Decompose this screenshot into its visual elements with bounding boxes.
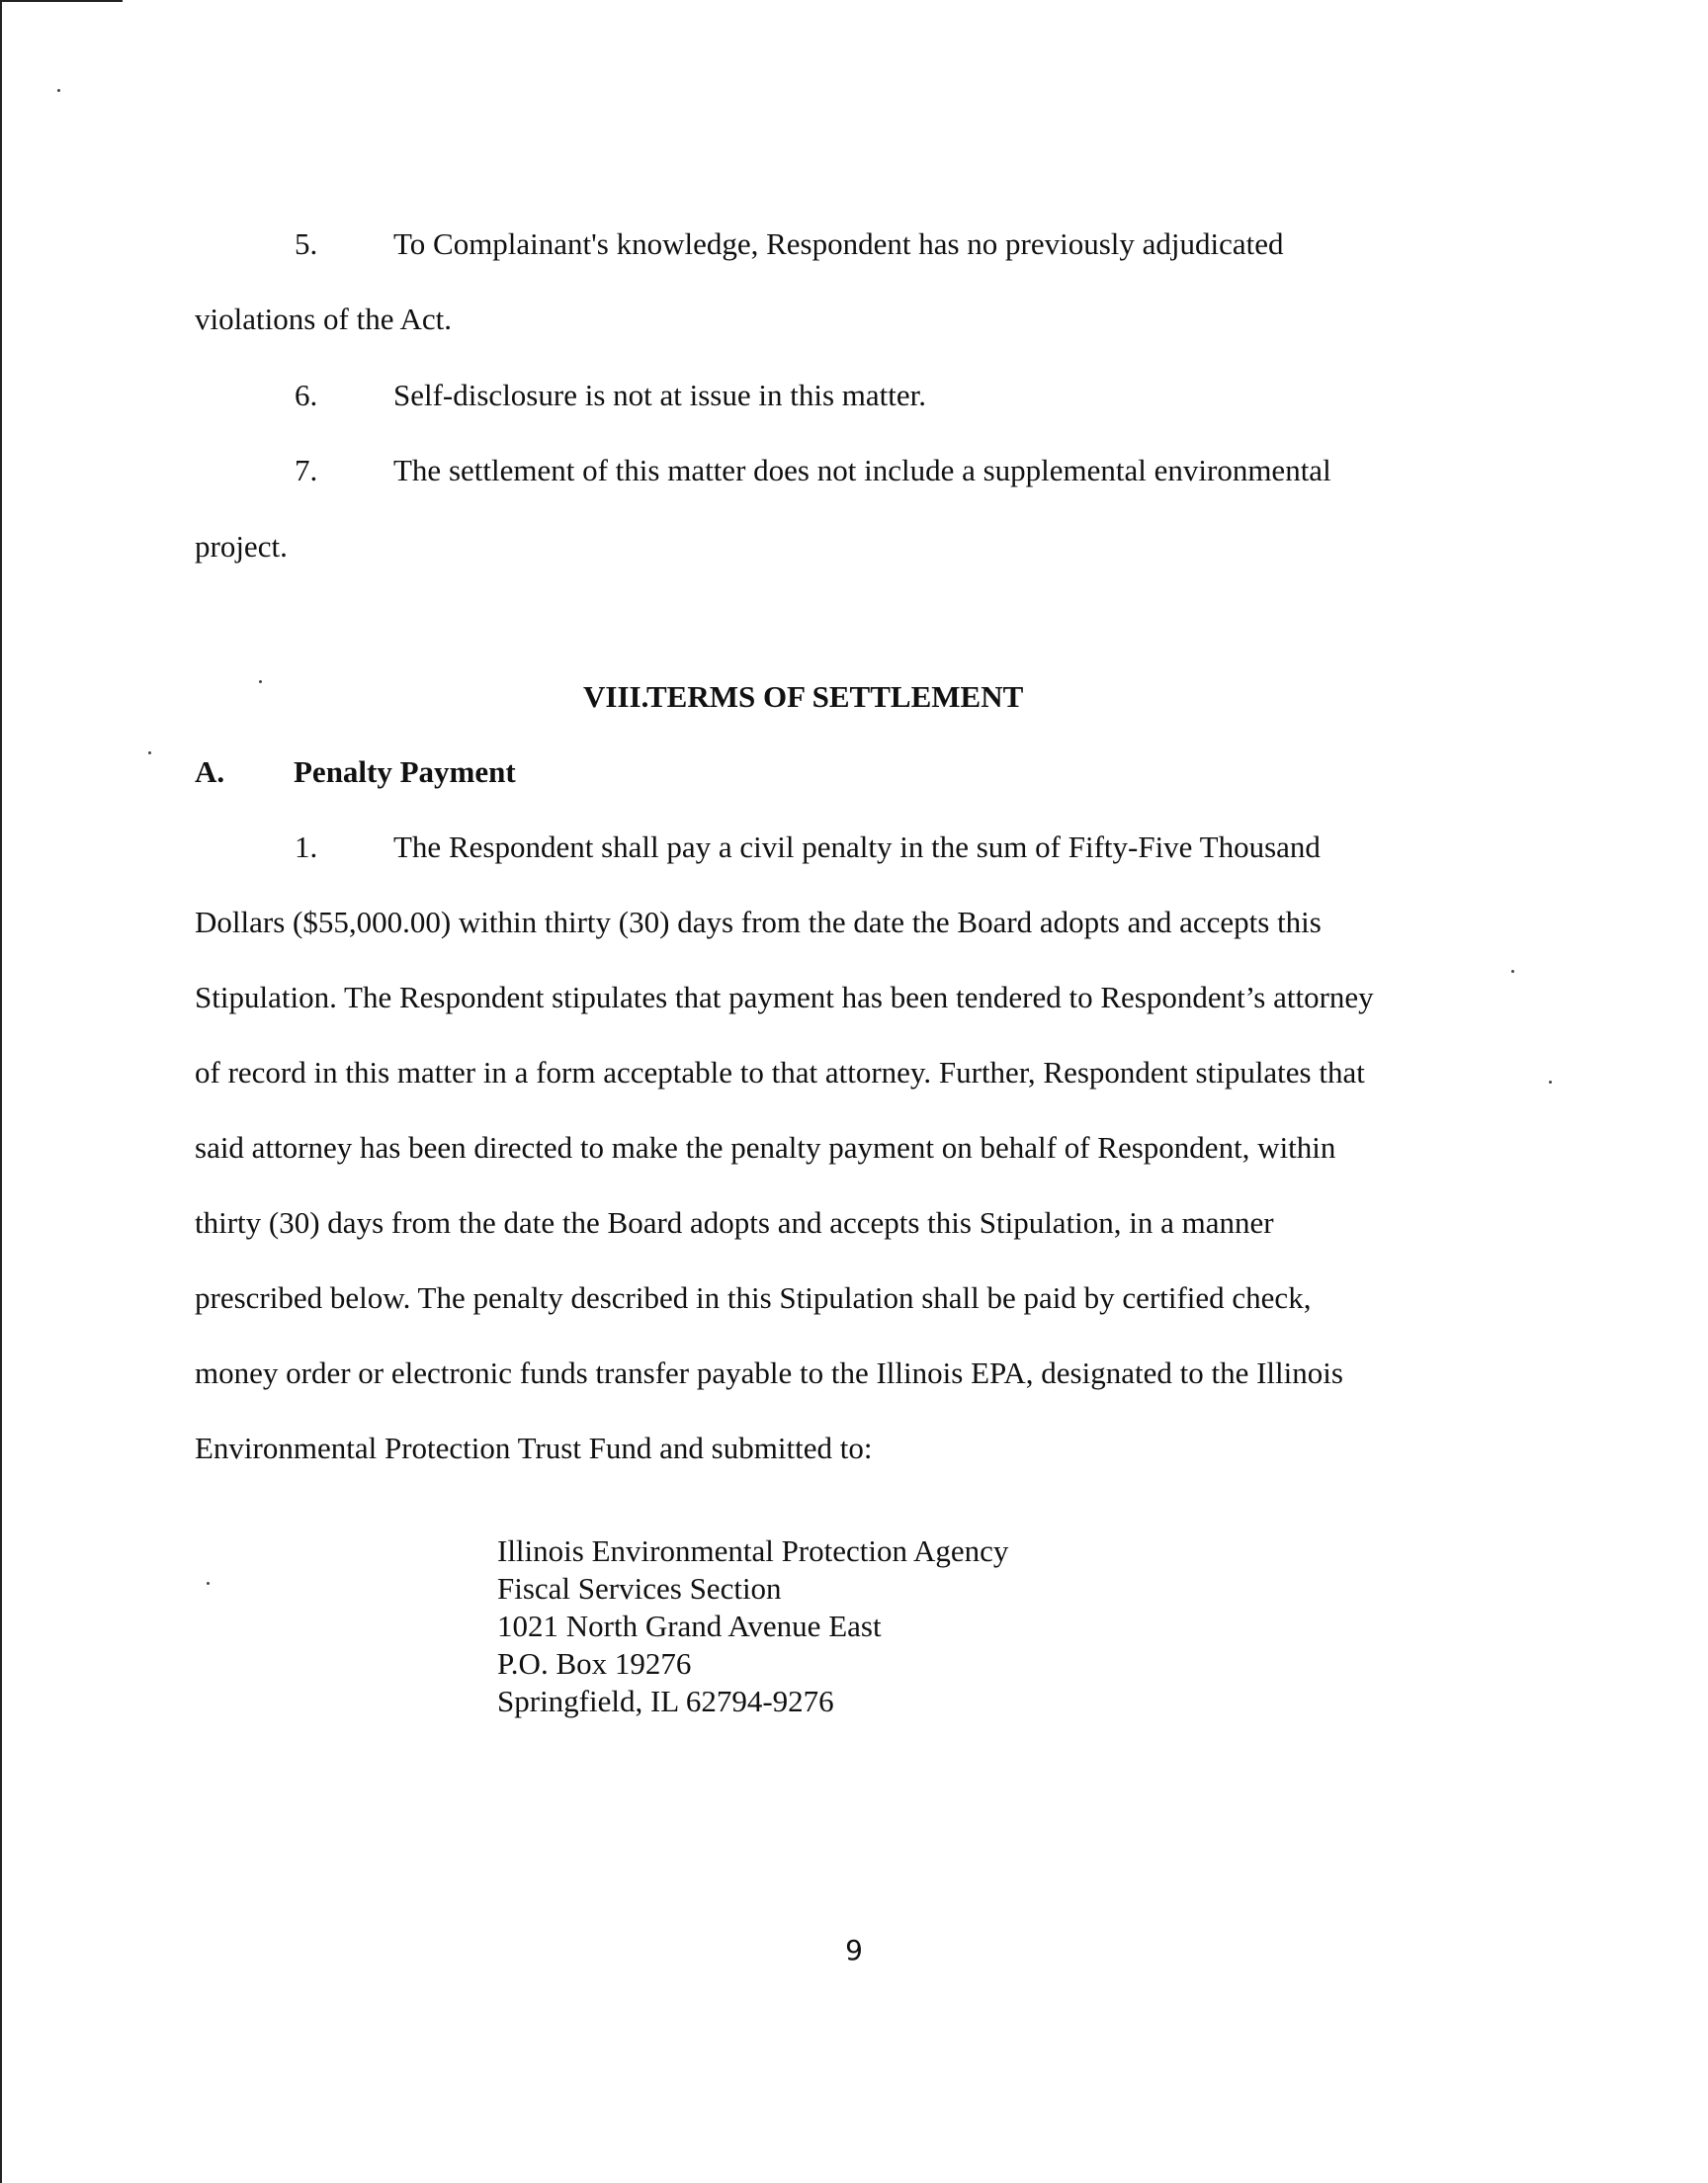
paragraph-1-line: said attorney has been directed to make the penalty payment on behalf of Respondent, within: [195, 1130, 1336, 1165]
scan-speck: [148, 751, 151, 754]
item-6-text-line1: Self-disclosure is not at issue in this matter.: [393, 378, 926, 412]
scan-speck: [207, 1582, 210, 1585]
scan-speck: [1511, 970, 1514, 973]
address-line: Springfield, IL 62794-9276: [497, 1684, 834, 1718]
paragraph-1-line: money order or electronic funds transfer payable to the Illinois EPA, designated to the Illinois: [195, 1355, 1343, 1390]
page-border-top: [0, 0, 123, 2]
item-5-text-line2: violations of the Act.: [195, 302, 453, 336]
scan-speck: [1549, 1081, 1552, 1084]
paragraph-1-line: Stipulation. The Respondent stipulates that payment has been tendered to Respondent’s attorney: [195, 980, 1374, 1014]
subsection-title: Penalty Payment: [294, 754, 516, 789]
address-line: Fiscal Services Section: [497, 1571, 782, 1606]
paragraph-1-line: prescribed below. The penalty described in this Stipulation shall be paid by certified check,: [195, 1280, 1312, 1315]
item-6-number: 6.: [295, 378, 318, 412]
subsection-letter: A.: [195, 754, 225, 789]
page-number: 9: [845, 1934, 863, 1966]
paragraph-1-line: thirty (30) days from the date the Board adopts and accepts this Stipulation, in a manner: [195, 1205, 1274, 1240]
paragraph-1-line: Dollars ($55,000.00) within thirty (30) days from the date the Board adopts and accepts this: [195, 905, 1322, 939]
item-5-number: 5.: [295, 226, 318, 261]
scan-speck: [259, 680, 262, 683]
item-7-text-line2: project.: [195, 529, 288, 564]
paragraph-1-line: of record in this matter in a form acceptable to that attorney. Further, Respondent stipulates that: [195, 1055, 1365, 1090]
section-number: VIII.: [583, 679, 649, 714]
scan-speck: [57, 89, 60, 92]
page-border-left: [0, 0, 2, 2183]
item-7-text-line1: The settlement of this matter does not include a supplemental environmental: [393, 453, 1331, 487]
address-line: P.O. Box 19276: [497, 1646, 692, 1681]
paragraph-1-number: 1.: [295, 830, 318, 864]
address-line: Illinois Environmental Protection Agency: [497, 1533, 1009, 1568]
item-7-number: 7.: [295, 453, 318, 487]
paragraph-1-line: The Respondent shall pay a civil penalty in the sum of Fifty-Five Thousand: [393, 830, 1321, 864]
item-5-text-line1: To Complainant's knowledge, Respondent has no previously adjudicated: [393, 226, 1284, 261]
paragraph-1-line: Environmental Protection Trust Fund and submitted to:: [195, 1431, 873, 1465]
address-line: 1021 North Grand Avenue East: [497, 1609, 882, 1643]
mailing-address: [497, 1532, 1008, 1720]
section-title: TERMS OF SETTLEMENT: [646, 679, 1024, 714]
